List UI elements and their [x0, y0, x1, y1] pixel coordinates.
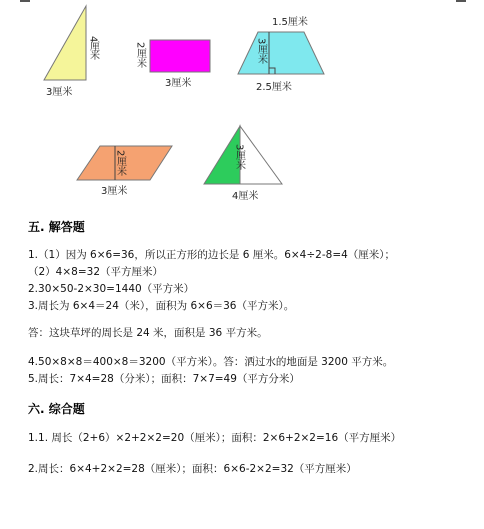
rectangle-height-label: 2厘米: [134, 42, 146, 69]
section6-line-1: 1.1. 周长（2+6）×2+2×2=20（厘米）；面积：2×6+2×2=16（平方厘米）: [28, 432, 402, 444]
section5-line-5: 答：这块草坪的周长是 24 米，面积是 36 平方米。: [28, 327, 268, 339]
magenta-rectangle: [150, 40, 210, 72]
section6-line-2: 2.周长：6×4+2×2=28（厘米）；面积：6×6-2×2=32（平方厘米）: [28, 463, 357, 475]
green-triangle-base-label: 4厘米: [232, 191, 259, 202]
section6-title: 六. 综合题: [28, 402, 85, 416]
section5-line-7: 5.周长：7×4=28（分米）；面积：7×7=49（平方分米）: [28, 373, 300, 385]
white-triangle: [240, 126, 282, 184]
trapezoid-top-label: 1.5厘米: [272, 17, 308, 28]
geometry-figures: [0, 0, 484, 210]
section5-line-3: 2.30×50-2×30=1440（平方米）: [28, 283, 195, 295]
triangle-base-label: 3厘米: [46, 87, 73, 98]
trapezoid-bottom-label: 2.5厘米: [256, 82, 292, 93]
section5-title: 五. 解答题: [28, 220, 85, 234]
rectangle-width-label: 3厘米: [165, 78, 192, 89]
green-triangle-height-label: 3厘米: [233, 144, 245, 171]
right-triangle: [44, 6, 86, 80]
section5-line-1: 1.（1）因为 6×6=36，所以正方形的边长是 6 厘米。6×4÷2-8=4（厘米）；: [28, 249, 396, 261]
parallelogram-base-label: 3厘米: [101, 186, 128, 197]
section5-line-2: （2）4×8=32（平方厘米）: [28, 266, 163, 278]
trapezoid: [238, 32, 324, 74]
trapezoid-height-label: 3厘米: [255, 38, 267, 65]
parallelogram-height-label: 2厘米: [114, 150, 126, 177]
triangle-height-label: 4厘米: [87, 36, 99, 60]
section5-line-6: 4.50×8×8＝400×8＝3200（平方米）。答：洒过水的地面是 3200 平方米。: [28, 356, 394, 368]
section5-line-4: 3.周长为 6×4＝24（米），面积为 6×6＝36（平方米）。: [28, 300, 295, 312]
